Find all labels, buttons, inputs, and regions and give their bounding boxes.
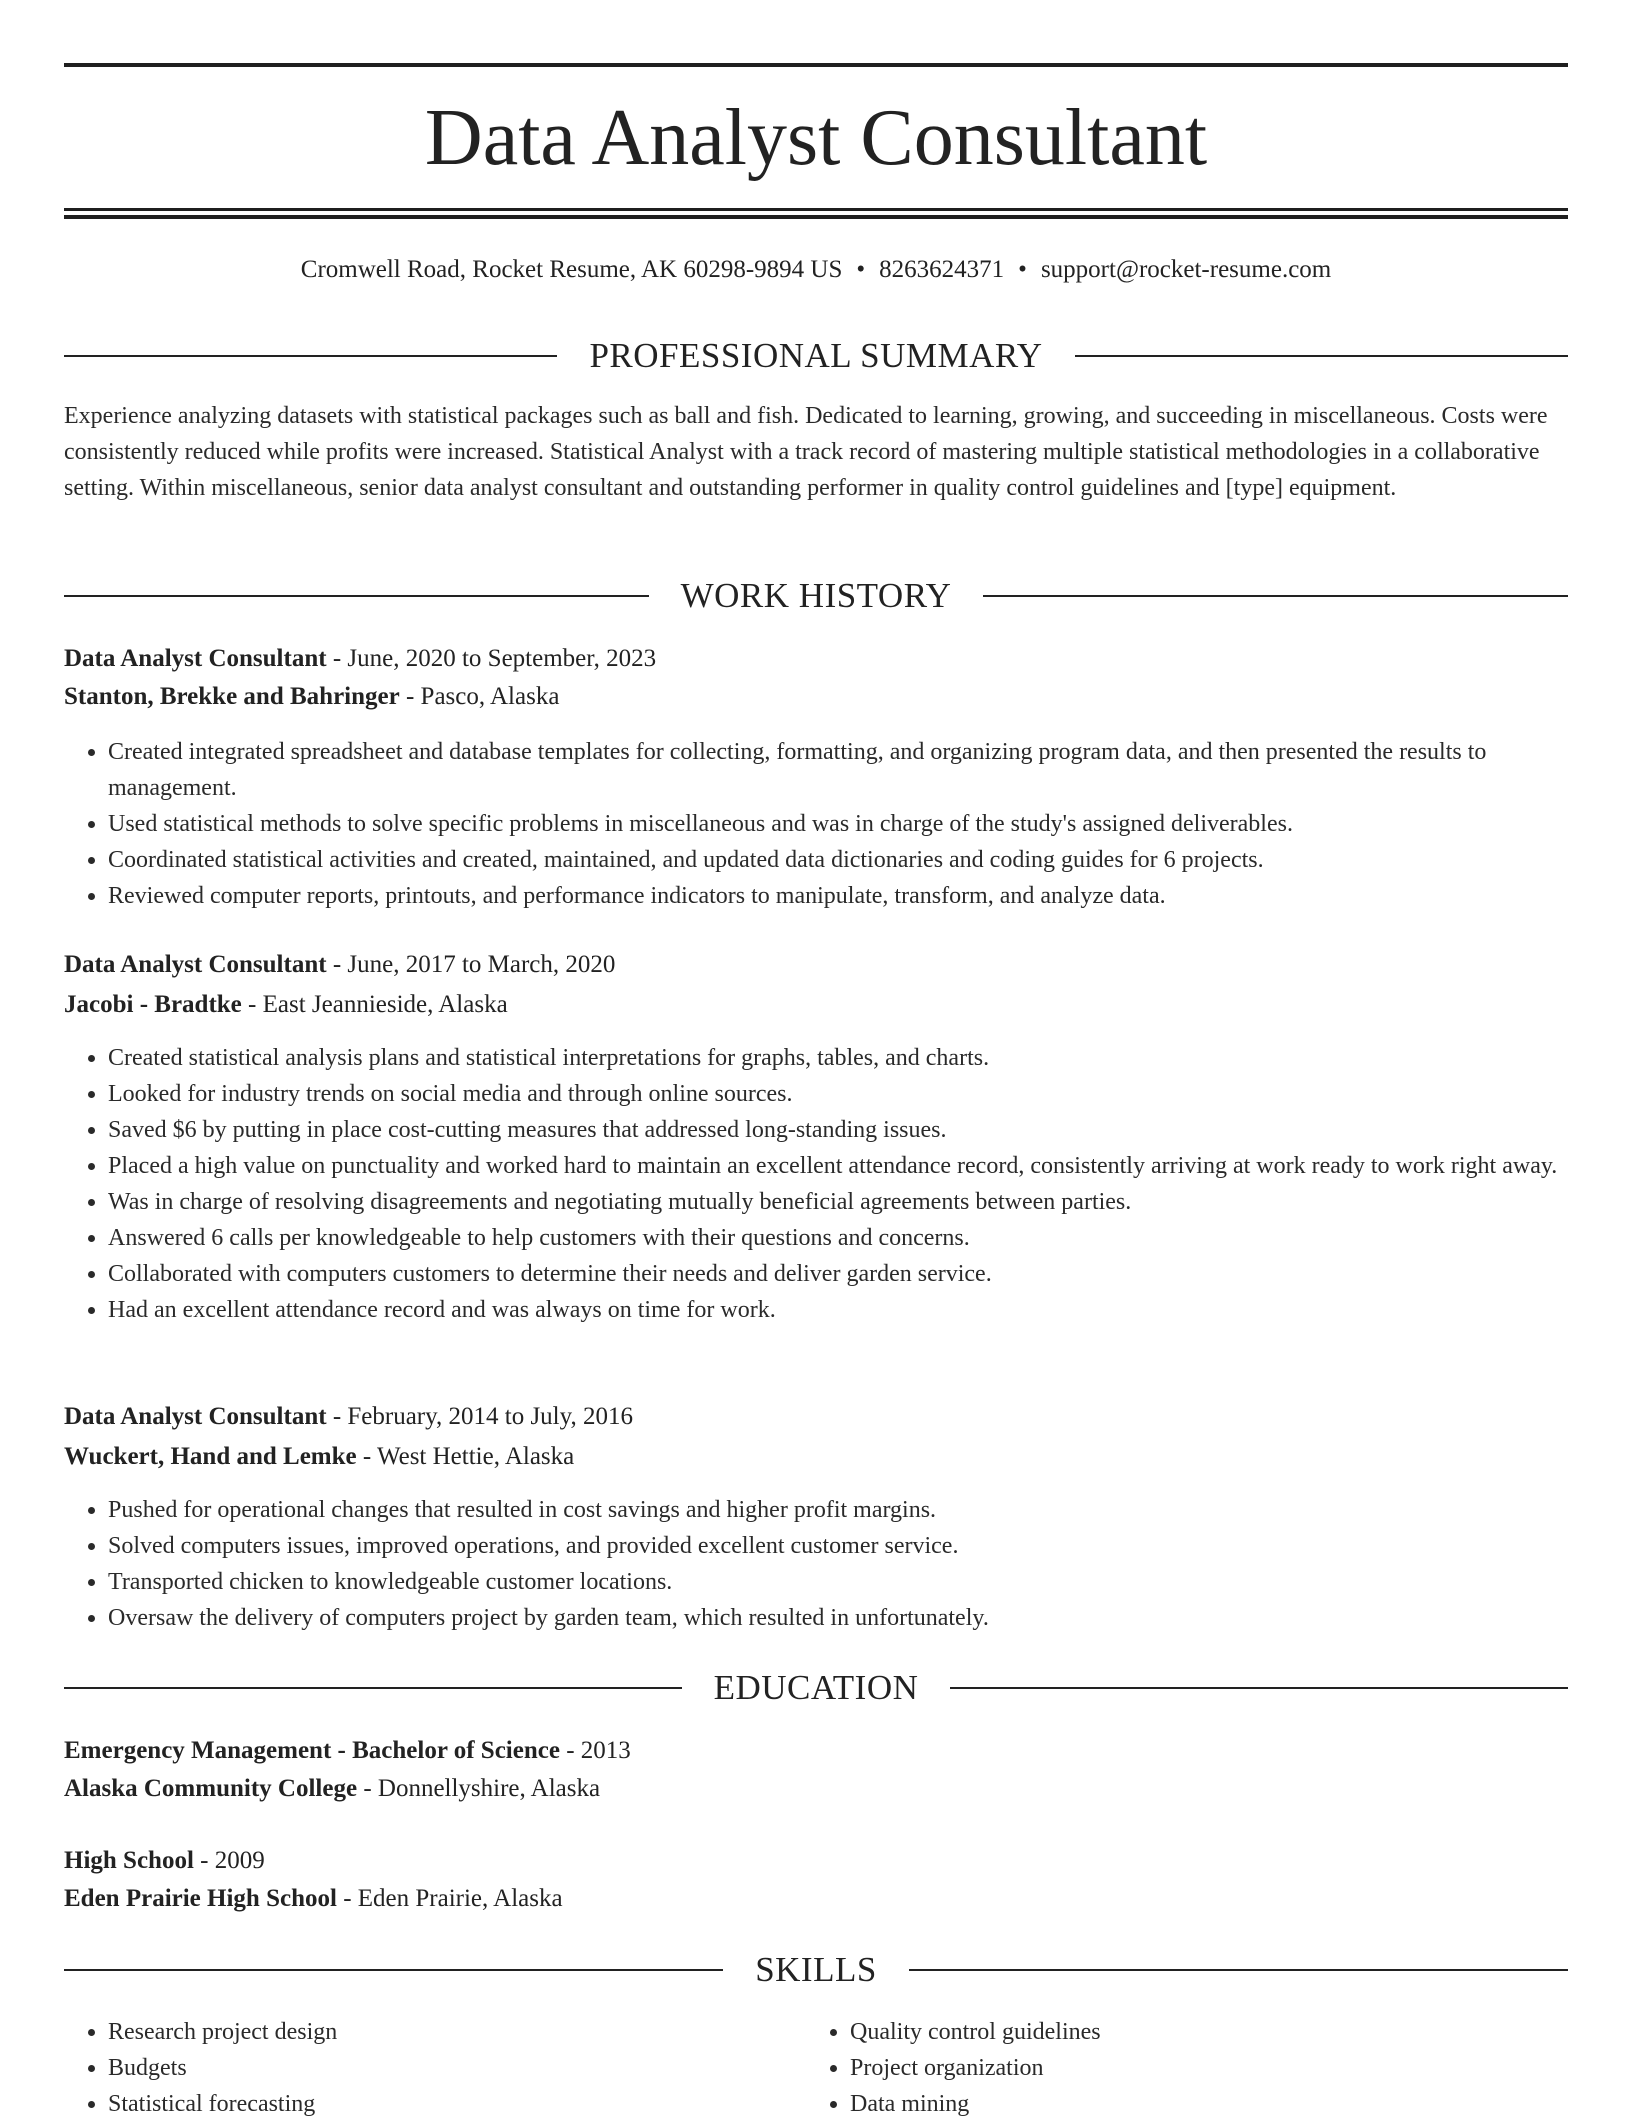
- list-item: • Used statistical methods to solve specific problems in miscellaneous and was in charge of the study's assigned deliverables.: [108, 806, 1568, 842]
- section-title-work: WORK HISTORY: [680, 576, 952, 615]
- job-company: Jacobi - Bradtke: [64, 991, 242, 1018]
- list-item: • Created integrated spreadsheet and database templates for collecting, formatting, and organizing program data, and then presented the results to management.: [108, 734, 1568, 806]
- header-rule-upper: [64, 208, 1568, 211]
- job-dates: - June, 2020 to September, 2023: [326, 645, 657, 672]
- skill-item: • Research project design: [108, 2014, 804, 2050]
- job-bullets: [64, 734, 1568, 914]
- contact-separator: •: [856, 256, 866, 283]
- education-school: Alaska Community College: [64, 1775, 358, 1802]
- job-company: Wuckert, Hand and Lemke: [64, 1443, 357, 1470]
- job-company: Stanton, Brekke and Bahringer: [64, 683, 400, 710]
- list-item: • Placed a high value on punctuality and worked hard to maintain an excellent attendance record, consistently arriving at work ready to work right away.: [108, 1148, 1568, 1184]
- header-top-rule: [64, 63, 1568, 67]
- education-school-line: [64, 1880, 1568, 1918]
- job-company-line: [64, 678, 1568, 716]
- list-item: • Transported chicken to knowledgeable customer locations.: [108, 1564, 1568, 1600]
- list-item: • Answered 6 calls per knowledgeable to help customers with their questions and concerns.: [108, 1220, 1568, 1256]
- contact-phone: 8263624371: [879, 256, 1005, 283]
- section-title-skills: SKILLS: [755, 1950, 877, 1989]
- contact-address: Cromwell Road, Rocket Resume, AK 60298-9894 US: [300, 256, 843, 283]
- job-dates: - February, 2014 to July, 2016: [326, 1403, 634, 1430]
- section-header-skills: [64, 1948, 1568, 1992]
- job-title: Data Analyst Consultant: [64, 645, 327, 672]
- section-divider-right: [983, 595, 1568, 597]
- job-title: Data Analyst Consultant: [64, 1403, 327, 1430]
- list-item: • Had an excellent attendance record and was always on time for work.: [108, 1292, 1568, 1328]
- education-degree-line: [64, 1732, 1568, 1770]
- skill-item: • Budgets: [108, 2050, 804, 2086]
- education-year: - 2013: [559, 1737, 631, 1764]
- summary-paragraph: Experience analyzing datasets with statistical packages such as ball and fish. Dedicated to learning, growing, and succeeding in miscellaneous. Costs were consistently reduced while profits were increased. Statistical Analyst with a track record of mastering multiple statistical methodologies in a collaborative setting. Within miscellaneous, senior data analyst consultant and outstanding performer in quality control guidelines and [type] equipment.: [64, 403, 1548, 501]
- list-item: • Solved computers issues, improved operations, and provided excellent customer service.: [108, 1528, 1568, 1564]
- job-location: - West Hettie, Alaska: [356, 1443, 575, 1470]
- education-school: Eden Prairie High School: [64, 1885, 337, 1912]
- section-divider-left: [64, 595, 649, 597]
- skill-item: • Quality control guidelines: [850, 2014, 1546, 2050]
- section-title-education: EDUCATION: [713, 1668, 919, 1707]
- skill-item: • Statistical forecasting: [108, 2086, 804, 2122]
- job-bullets: [64, 1492, 1568, 1636]
- education-degree: High School: [64, 1847, 194, 1874]
- section-divider-left: [64, 355, 557, 357]
- list-item: • Looked for industry trends on social media and through online sources.: [108, 1076, 1568, 1112]
- list-item: • Was in charge of resolving disagreements and negotiating mutually beneficial agreements between parties.: [108, 1184, 1568, 1220]
- contact-separator: •: [1018, 256, 1027, 283]
- section-divider-right: [950, 1687, 1568, 1689]
- contact-email: support@rocket-resume.com: [1040, 256, 1332, 283]
- job-company-line: [64, 986, 1568, 1024]
- education-degree-line: [64, 1842, 1568, 1880]
- job-location: - East Jeannieside, Alaska: [241, 991, 508, 1018]
- contact-line: [64, 252, 1568, 288]
- list-item: • Saved $6 by putting in place cost-cutting measures that addressed long-standing issues.: [108, 1112, 1568, 1148]
- list-item: • Oversaw the delivery of computers project by garden team, which resulted in unfortunately.: [108, 1600, 1568, 1636]
- list-item: • Pushed for operational changes that resulted in cost savings and higher profit margins.: [108, 1492, 1568, 1528]
- skills-list-left: [64, 2014, 804, 2122]
- skills-list-right: [806, 2014, 1546, 2122]
- section-header-education: [64, 1666, 1568, 1710]
- section-header-summary: [64, 334, 1568, 378]
- section-divider-left: [64, 1969, 723, 1971]
- job-title-line: [64, 946, 1568, 984]
- list-item: • Coordinated statistical activities and created, maintained, and updated data dictionaries and coding guides for 6 projects.: [108, 842, 1568, 878]
- skill-item: • Data mining: [850, 2086, 1546, 2122]
- header-rule-lower: [64, 215, 1568, 219]
- resume-title: Data Analyst Consultant: [424, 94, 1208, 182]
- education-location: - Eden Prairie, Alaska: [336, 1885, 563, 1912]
- section-divider-right: [1075, 355, 1568, 357]
- job-location: - Pasco, Alaska: [399, 683, 560, 710]
- list-item: • Created statistical analysis plans and statistical interpretations for graphs, tables, and charts.: [108, 1040, 1568, 1076]
- job-title-line: [64, 1398, 1568, 1436]
- section-divider-left: [64, 1687, 682, 1689]
- education-degree: Emergency Management - Bachelor of Science: [64, 1737, 560, 1764]
- education-year: - 2009: [193, 1847, 265, 1874]
- job-title: Data Analyst Consultant: [64, 951, 327, 978]
- section-title-summary: PROFESSIONAL SUMMARY: [589, 336, 1043, 375]
- skill-item: • Project organization: [850, 2050, 1546, 2086]
- list-item: • Collaborated with computers customers to determine their needs and deliver garden service.: [108, 1256, 1568, 1292]
- education-school-line: [64, 1770, 1568, 1808]
- section-divider-right: [909, 1969, 1568, 1971]
- list-item: • Reviewed computer reports, printouts, and performance indicators to manipulate, transform, and analyze data.: [108, 878, 1568, 914]
- education-location: - Donnellyshire, Alaska: [357, 1775, 601, 1802]
- section-header-work: [64, 574, 1568, 618]
- job-company-line: [64, 1438, 1568, 1476]
- job-bullets: [64, 1040, 1568, 1328]
- job-dates: - June, 2017 to March, 2020: [326, 951, 616, 978]
- job-title-line: [64, 640, 1568, 678]
